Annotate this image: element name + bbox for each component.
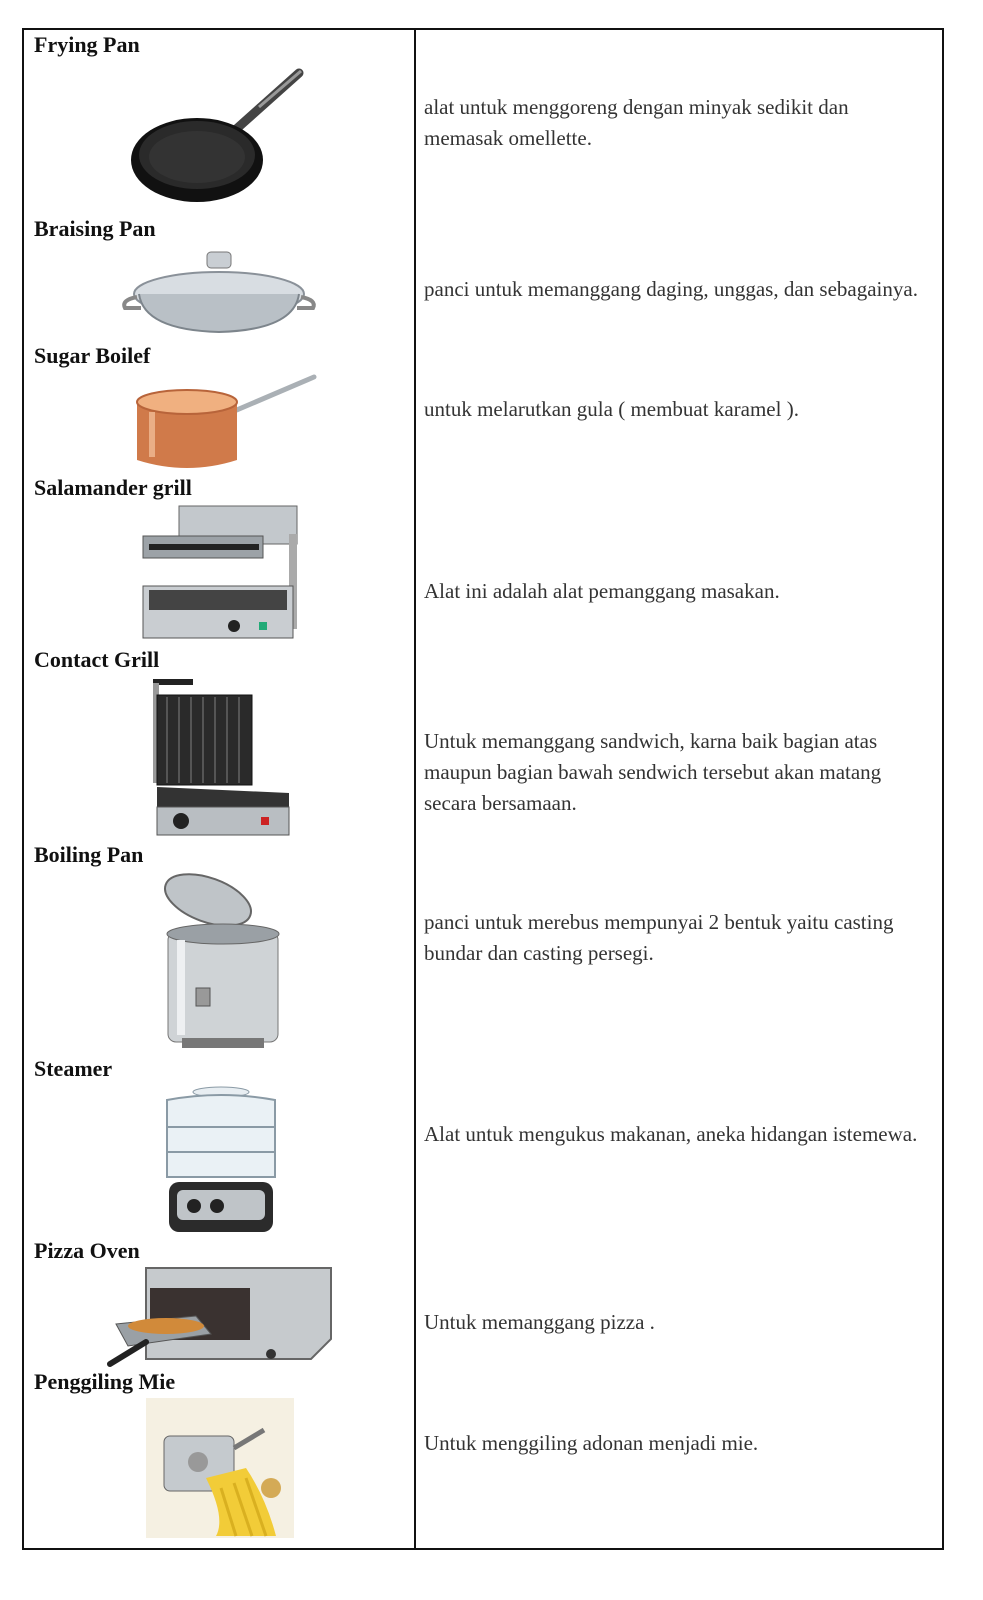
equipment-table [22, 28, 944, 1550]
item-title-braising-pan: Braising Pan [34, 216, 156, 241]
item-desc-boiling-pan: panci untuk merebus mempunyai 2 bentuk yaitu casting bundar dan casting persegi. [424, 910, 894, 965]
pizza-oven-image [106, 1264, 336, 1369]
item-desc-penggiling-mie: Untuk menggiling adonan menjadi mie. [424, 1431, 759, 1455]
boiling-pan-image [146, 870, 296, 1055]
braising-pan-image [119, 242, 319, 342]
item-title-boiling-pan: Boiling Pan [34, 842, 144, 867]
item-title-frying-pan: Frying Pan [34, 32, 140, 57]
item-title-penggiling-mie: Penggiling Mie [34, 1369, 176, 1394]
contact-grill-image [149, 675, 294, 840]
frying-pan-image [129, 65, 309, 205]
item-desc-steamer: Alat untuk mengukus makanan, aneka hidangan istemewa. [424, 1122, 918, 1146]
item-title-steamer: Steamer [34, 1056, 113, 1081]
item-title-sugar-boilef: Sugar Boilef [34, 343, 151, 368]
steamer-image [159, 1082, 284, 1237]
item-desc-salamander-grill: Alat ini adalah alat pemanggang masakan. [424, 579, 780, 603]
item-title-pizza-oven: Pizza Oven [34, 1238, 140, 1263]
sugar-boiler-image [132, 372, 317, 477]
item-desc-contact-grill: Untuk memanggang sandwich, karna baik bagian atas maupun bagian bawah sendwich tersebut akan matang secara bersamaan. [424, 729, 882, 815]
column-divider [414, 30, 416, 1548]
salamander-grill-image [139, 504, 299, 644]
pasta-machine-image [146, 1398, 294, 1538]
item-desc-sugar-boilef: untuk melarutkan gula ( membuat karamel ). [424, 397, 799, 421]
item-title-salamander-grill: Salamander grill [34, 475, 192, 500]
item-desc-braising-pan: panci untuk memanggang daging, unggas, dan sebagainya. [424, 277, 918, 301]
item-title-contact-grill: Contact Grill [34, 647, 160, 672]
item-desc-frying-pan: alat untuk menggoreng dengan minyak sedikit dan memasak omellette. [424, 95, 849, 150]
item-desc-pizza-oven: Untuk memanggang pizza . [424, 1310, 655, 1334]
